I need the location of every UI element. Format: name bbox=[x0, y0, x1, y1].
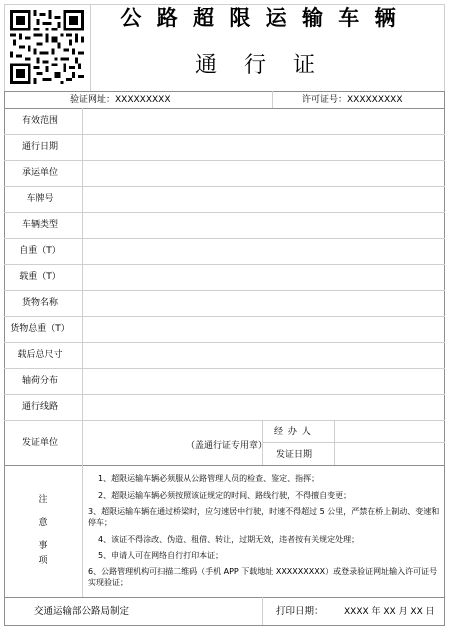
row-line bbox=[4, 368, 445, 369]
row-line bbox=[4, 465, 445, 466]
field-label-load-weight: 载重（T） bbox=[19, 272, 61, 282]
seal-hint: （盖通行证专用章） bbox=[186, 441, 268, 451]
row-line bbox=[4, 625, 445, 626]
row-line bbox=[4, 212, 445, 213]
document-title: 公 路 超 限 运 输 车 辆 bbox=[120, 5, 400, 30]
note-item: 3、超限运输车辆在通过桥梁时，应匀速居中行驶，时速不得超过 5 公里，严禁在桥上制动、变速和停车； bbox=[88, 507, 440, 527]
document-subtitle: 通 行 证 bbox=[195, 53, 325, 78]
footer-maker: 交通运输部公路局制定 bbox=[34, 606, 130, 617]
row-line bbox=[4, 420, 445, 421]
notes-side-label: 注 bbox=[38, 495, 48, 505]
note-item: 1、超限运输车辆必须服从公路管理人员的检查、鉴定、指挥； bbox=[98, 474, 320, 483]
header-frame-left bbox=[4, 4, 5, 91]
header-frame-top bbox=[4, 4, 445, 5]
row-line bbox=[4, 597, 445, 598]
field-label-dimensions: 载后总尺寸 bbox=[17, 350, 63, 360]
row-line bbox=[4, 91, 445, 92]
note-item: 6、公路管理机构可扫描二维码（手机 APP 下载地址 XXXXXXXXX）或登录验证网址输入许可证号实现验证； bbox=[88, 567, 438, 587]
note-item: 2、超限运输车辆必须按照该证规定的时间、路线行驶，不得擅自变更； bbox=[98, 491, 352, 500]
print-date-value: XXXX 年 XX 月 XX 日 bbox=[344, 607, 435, 617]
notes-side-label: 事 bbox=[38, 541, 48, 551]
field-label-pass-date: 通行日期 bbox=[21, 142, 58, 152]
row-line bbox=[4, 134, 445, 135]
field-label-vehicle-type: 车辆类型 bbox=[21, 220, 58, 230]
footer-divider bbox=[262, 597, 263, 625]
row-line bbox=[4, 342, 445, 343]
row-line bbox=[262, 442, 445, 443]
label-column-divider bbox=[82, 108, 83, 465]
note-item: 5、申请人可在网络自行打印本证； bbox=[98, 551, 224, 560]
field-label-plate: 车牌号 bbox=[26, 194, 54, 204]
header-frame-right bbox=[444, 4, 445, 91]
permit-number: 许可证号：XXXXXXXXX bbox=[302, 95, 403, 105]
issue-date-label: 发证日期 bbox=[276, 450, 313, 460]
handler-label: 经 办 人 bbox=[274, 427, 312, 437]
field-label-route: 通行线路 bbox=[21, 402, 58, 412]
row-line bbox=[4, 394, 445, 395]
issuer-label: 发证单位 bbox=[21, 438, 58, 448]
field-label-cargo-total: 货物总重（T） bbox=[10, 324, 70, 334]
verify-divider bbox=[272, 91, 273, 108]
field-label-scope: 有效范围 bbox=[21, 116, 58, 126]
row-line bbox=[4, 264, 445, 265]
notes-divider bbox=[82, 465, 83, 597]
row-line bbox=[4, 160, 445, 161]
print-date-label: 打印日期： bbox=[276, 606, 324, 617]
notes-side-label: 意 bbox=[38, 518, 48, 528]
field-label-tare-weight: 自重（T） bbox=[19, 246, 61, 256]
row-line bbox=[4, 108, 445, 109]
row-line bbox=[4, 316, 445, 317]
note-item: 4、该证不得涂改、伪造、租借、转让，过期无效，违者按有关规定处理； bbox=[98, 535, 360, 544]
qr-code-icon bbox=[10, 10, 84, 84]
field-label-axle-load: 轴荷分布 bbox=[21, 376, 58, 386]
notes-side-label: 项 bbox=[38, 556, 48, 566]
row-line bbox=[4, 186, 445, 187]
verify-url: 验证网址：XXXXXXXXX bbox=[70, 95, 171, 105]
field-label-carrier: 承运单位 bbox=[21, 168, 58, 178]
field-label-cargo-name: 货物名称 bbox=[21, 298, 58, 308]
header-divider bbox=[90, 4, 91, 91]
row-line bbox=[4, 290, 445, 291]
row-line bbox=[4, 238, 445, 239]
issuer-divider bbox=[334, 420, 335, 465]
